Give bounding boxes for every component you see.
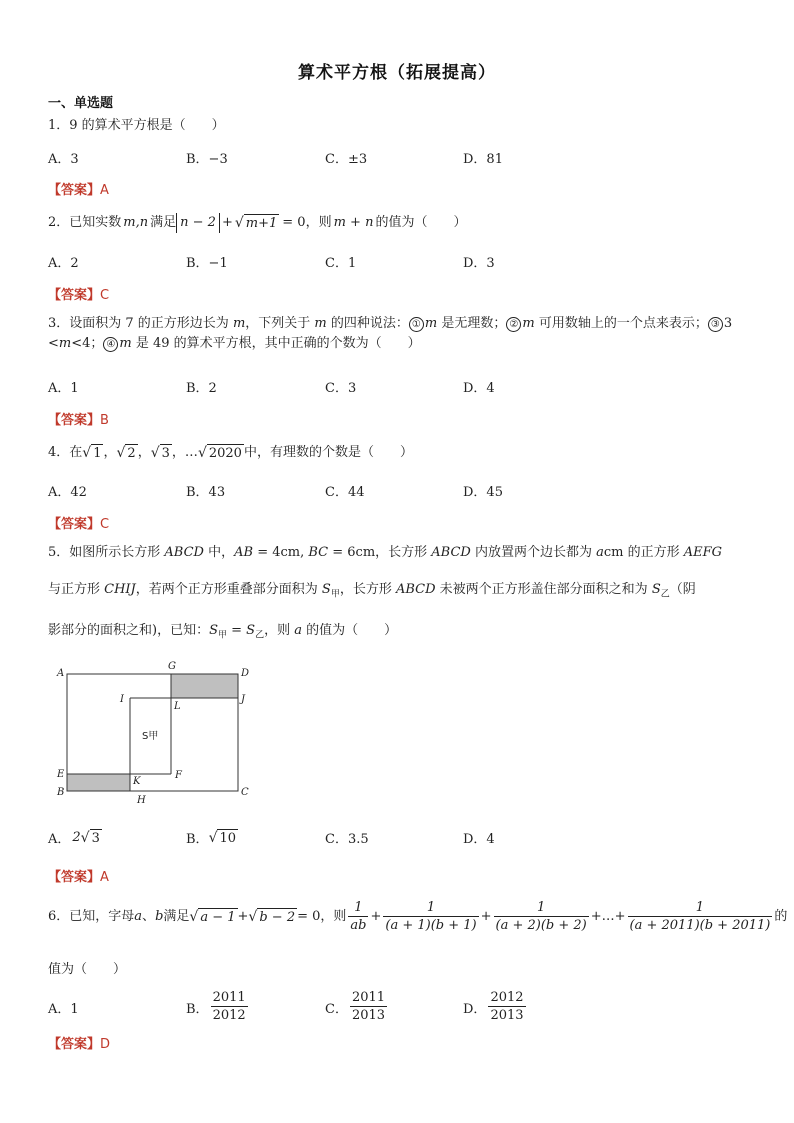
option-a: A．2 [48, 256, 79, 271]
answer-value: C [100, 517, 110, 532]
question-6-answer: 【答案】D [48, 1037, 111, 1052]
answer-value: C [100, 288, 110, 303]
option-b: B．43 [186, 485, 226, 500]
option-b: B． √ 10 [186, 829, 237, 847]
label-j: J [241, 694, 246, 705]
option-c: C．±3 [325, 152, 368, 167]
page-title: 算术平方根（拓展提高） [298, 63, 496, 83]
option-d: D．4 [463, 381, 495, 396]
question-5-answer: 【答案】A [48, 870, 109, 885]
question-1-stem: 1．9 的算术平方根是（ ） [48, 118, 225, 133]
question-5-stem-line-3: 影部分的面积之和)，已知：$S_甲 = S_乙$，则 a 的值为（ ） [48, 623, 398, 641]
shaded-region-bottom [67, 774, 130, 791]
option-d: D．45 [463, 485, 503, 500]
option-b: B．2 [186, 381, 217, 396]
rectangle-squares-figure [48, 656, 268, 808]
question-6-stem: 6．已知，字母 a 、 b 满足 √ a − 1 + √ b − 2 = 0，则 $\frac{1}{ab}$ + $\frac{1}{(a + 1)(b + 1)}$ + $\frac{1}{(a + 2)(b + 2)}$ +…+ $\frac{1}{(a + 2011)(b + 2011)}$ 的 [48, 900, 788, 933]
question-4-answer: 【答案】C [48, 517, 110, 532]
question-2-stem: 2．已知实数 m,n 满足 n − 2 + √ m+1 = 0，则 m + n 的值为（ ） [48, 215, 467, 231]
circled-number-1: ① [409, 317, 424, 332]
option-c: C．44 [325, 485, 365, 500]
section-heading: 一、单选题 [48, 96, 114, 111]
question-4-options [48, 481, 748, 503]
question-2-options [48, 252, 748, 274]
question-6-stem-line-2: 值为（ ） [48, 962, 127, 977]
question-5-stem-line-1: 5．如图所示长方形 ABCD 中，AB = 4cm, BC = 6cm，长方形 ABCD 内放置两个边长都为 acm 的正方形 AEFG [48, 545, 723, 560]
option-a: A．42 [48, 485, 87, 500]
option-d: D．4 [463, 832, 495, 847]
absolute-value: n − 2 [176, 213, 220, 233]
label-s-jia: S甲 [142, 731, 159, 742]
label-g: G [168, 661, 176, 672]
label-h: H [137, 795, 146, 806]
square-root: √ 3 [80, 829, 100, 846]
question-3-answer: 【答案】B [48, 413, 109, 428]
option-c: C．3.5 [325, 832, 369, 847]
fraction: $\frac{1}{(a + 2011)(b + 2011)}$ [629, 900, 771, 933]
option-a: A．3 [48, 152, 79, 167]
label-f: F [175, 770, 182, 781]
option-c: C．1 [325, 256, 357, 271]
question-3-stem: 3．设面积为 7 的正方形边长为 m，下列关于 m 的四种说法： ① m 是无理数； ② m 可用数轴上的一个点来表示； ③ 3 <m<4； ④ m 是 49 的算术平方根，其中正确的个数为（ ） [48, 316, 733, 351]
option-b: B．−1 [186, 256, 228, 271]
option-b: B．−3 [186, 152, 228, 167]
shaded-region-top [171, 674, 238, 698]
label-c: C [241, 787, 249, 798]
fraction: $\frac{2011}{2012}$ [212, 990, 246, 1023]
label-b: B [57, 787, 65, 798]
fraction: $\frac{1}{(a + 2)(b + 2)}$ [495, 900, 587, 933]
square-root: √ b − 2 [248, 909, 296, 925]
square-root: √ m+1 [234, 215, 278, 231]
question-5-options [48, 828, 748, 850]
question-4-stem: 4．在 √ 1 ， √ 2 ， √ 3 ，… √ 2020 中，有理数的个数是（ ） [48, 445, 413, 461]
square-root: √ 3 [150, 445, 170, 461]
fraction: $\frac{1}{ab}$ [350, 900, 367, 933]
question-6-options [48, 990, 748, 1026]
option-d: D．3 [463, 256, 495, 271]
square-root: √ a − 1 [189, 909, 236, 925]
option-b: B． $\frac{2011}{2012}$ [186, 990, 246, 1023]
question-1-options [48, 148, 748, 170]
label-i: I [120, 694, 124, 705]
fraction: $\frac{1}{(a + 1)(b + 1)}$ [385, 900, 477, 933]
square-root: √ 1 [82, 445, 102, 461]
question-1-answer: 【答案】A [48, 183, 109, 198]
square-root: √ 10 [208, 829, 237, 846]
label-k: K [133, 776, 141, 787]
answer-value: A [100, 183, 109, 198]
option-d: D． $\frac{2012}{2013}$ [463, 990, 524, 1023]
answer-value: D [100, 1037, 111, 1052]
option-a: A．1 [48, 1002, 79, 1017]
square-root: √ 2 [116, 445, 136, 461]
label-l: L [174, 701, 181, 712]
label-d: D [241, 668, 250, 679]
square-root: √ 2020 [197, 445, 242, 461]
circled-number-3: ③ [708, 317, 723, 332]
fraction: $\frac{2011}{2013}$ [351, 990, 386, 1023]
question-2-answer: 【答案】C [48, 288, 110, 303]
circled-number-2: ② [506, 317, 521, 332]
question-3-options [48, 377, 748, 399]
label-a: A [57, 668, 65, 679]
answer-value: A [100, 870, 109, 885]
question-5-stem-line-2: 与正方形 CHIJ，若两个正方形重叠部分面积为 $S_甲$，长方形 ABCD 未被两个正方形盖住部分面积之和为 $S_乙$（阴 [48, 582, 696, 600]
option-a: A． 2 √ 3 [48, 829, 100, 847]
option-a: A．1 [48, 381, 79, 396]
answer-value: B [100, 413, 109, 428]
option-d: D．81 [463, 152, 503, 167]
option-c: C．3 [325, 381, 357, 396]
label-e: E [57, 769, 65, 780]
fraction: $\frac{2012}{2013}$ [490, 990, 524, 1023]
circled-number-4: ④ [103, 337, 118, 352]
option-c: C． $\frac{2011}{2013}$ [325, 990, 386, 1023]
